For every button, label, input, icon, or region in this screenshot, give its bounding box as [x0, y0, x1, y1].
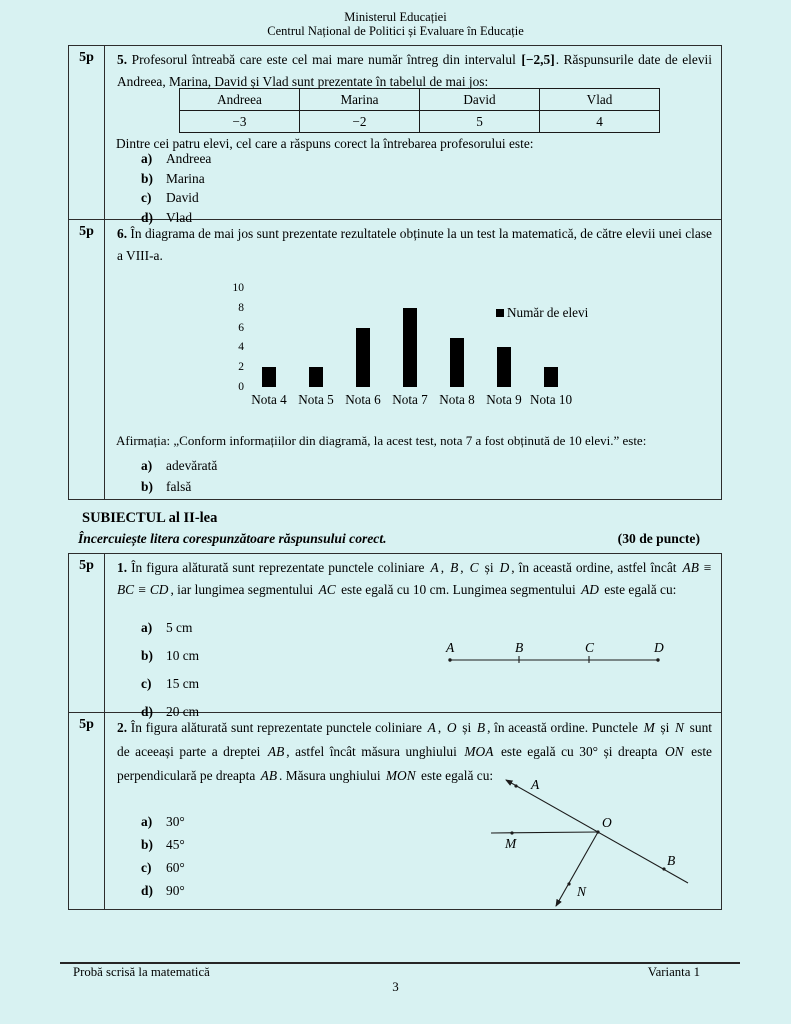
answer-col-header: Marina — [300, 89, 420, 111]
page-number: 3 — [392, 979, 399, 994]
answers-table — [179, 88, 660, 133]
document-header — [0, 10, 791, 38]
math-expression: D — [499, 560, 510, 575]
q6-option-a — [141, 455, 217, 476]
point-label-D: D — [654, 640, 664, 655]
footer-divider — [60, 962, 740, 964]
part2-questions-table — [68, 553, 722, 910]
answer-value: −3 — [180, 111, 300, 133]
option-letter: c) — [141, 190, 152, 205]
option-text: 90° — [166, 883, 185, 898]
option-text: David — [166, 190, 199, 205]
q2-content — [105, 713, 721, 909]
center-line: Centrul Național de Politici și Evaluare în Educație — [267, 24, 524, 38]
option-text: 30° — [166, 814, 185, 829]
point-label-N: N — [577, 884, 587, 899]
answer-value: −2 — [300, 111, 420, 133]
q5-prompt: Dintre cei patru elevi, cel care a răspuns corect la întrebarea profesorului este: — [116, 136, 534, 151]
x-axis-label: Nota 4 — [251, 392, 287, 407]
math-expression: MOA — [464, 744, 494, 759]
option-letter: a) — [141, 151, 153, 166]
x-axis-label: Nota 6 — [345, 392, 381, 407]
subject2-points-note: (30 de puncte) — [617, 531, 700, 546]
point-label-O: O — [602, 815, 612, 830]
q5-option-c — [141, 188, 211, 208]
option-letter: d) — [141, 209, 153, 225]
x-axis-label: Nota 7 — [392, 392, 428, 407]
y-axis-tick: 2 — [238, 361, 244, 374]
option-letter: d) — [141, 883, 153, 898]
q5-option-a — [141, 149, 211, 169]
option-text: Marina — [166, 170, 205, 186]
option-letter: b) — [141, 648, 153, 663]
q2-option-c — [141, 856, 185, 879]
q6-option-b — [141, 476, 217, 497]
chart-legend — [496, 305, 588, 321]
math-expression: AC — [318, 581, 336, 597]
q2-text: 2. În figura alăturată sunt reprezentate punctele coliniare A , O și B , în această ordine. Punctele M și N sunt de aceeași parte a dreptei AB , astfel încât măsura unghiului MOA este egală cu 30° și dreapta ON este perpendiculară pe dreapta AB . Măsura unghiului MON este egală cu: — [117, 720, 712, 783]
chart-bar — [544, 367, 558, 387]
subject2-instruction-row — [78, 531, 700, 547]
math-expression: [−2,5] — [521, 52, 555, 67]
subject2-instruction: Încercuiește litera corespunzătoare răspunsului corect. — [78, 531, 387, 546]
question2-row — [69, 713, 722, 910]
x-axis-label: Nota 8 — [439, 392, 475, 407]
answer-col-header: Andreea — [180, 89, 300, 111]
chart-bar — [309, 367, 323, 387]
option-text: 15 cm — [166, 676, 200, 691]
answers-header-row — [180, 89, 660, 111]
math-expression: AD — [581, 581, 599, 597]
y-axis-tick: 10 — [232, 282, 244, 294]
q1-content — [105, 554, 721, 719]
math-expression: AB — [267, 744, 285, 759]
footer — [60, 965, 740, 980]
option-letter: a) — [141, 620, 153, 635]
math-expression: B — [450, 560, 459, 575]
x-axis-label: Nota 5 — [298, 392, 334, 407]
q5-options — [141, 149, 211, 227]
point-label-B: B — [667, 853, 676, 868]
q1-option-c — [141, 670, 199, 698]
q5-text: 5. Profesorul întreabă care este cel mai mare număr întreg din intervalul [−2,5]. Răspunsurile date de elevii Andreea, Marina, David și Vlad sunt prezentate în tabelul de mai jos: — [117, 52, 712, 89]
option-letter: d) — [141, 704, 153, 719]
math-expression: MON — [385, 768, 416, 783]
point-label-M: M — [505, 836, 517, 851]
y-axis-tick: 4 — [238, 341, 244, 354]
q2-points: 5p — [69, 713, 105, 910]
chart-bar — [450, 338, 464, 388]
q2-options — [141, 810, 185, 902]
q5-option-b — [141, 169, 211, 189]
bar-chart — [220, 280, 640, 415]
point-label-C: C — [585, 640, 595, 655]
y-axis-tick: 0 — [238, 381, 244, 393]
figure-collinear-points — [441, 638, 671, 680]
point-label-A: A — [531, 777, 540, 792]
math-expression: AB ≡ BC ≡ CD — [117, 560, 712, 597]
x-axis-label: Nota 10 — [529, 392, 573, 407]
footer-left: Probă scrisă la matematică — [73, 965, 210, 979]
q5-points: 5p — [69, 46, 105, 220]
option-text: 20 cm — [166, 704, 200, 719]
option-text: adevărată — [166, 458, 218, 473]
legend-label: Număr de elevi — [507, 305, 589, 320]
q6-text: 6. În diagrama de mai jos sunt prezentate rezultatele obținute la un test la matematică, de către elevii unei clase a VIII-a. — [117, 226, 712, 263]
answer-value: 5 — [420, 111, 540, 133]
option-letter: a) — [141, 814, 153, 829]
q1-text: 1. În figura alăturată sunt reprezentate punctele coliniare A , B , C și D , în această ordine, astfel încât AB ≡ BC ≡ CD , iar lungimea segmentului AC este egală cu 10 cm. Lungimea segmentului AD este egală cu: — [117, 560, 712, 597]
question5-row — [69, 46, 722, 220]
chart-bar — [403, 308, 417, 387]
option-letter: b) — [141, 837, 153, 852]
math-expression: O — [446, 720, 457, 735]
part1-questions-table — [68, 45, 722, 500]
q2-option-d — [141, 879, 185, 902]
math-expression: C — [469, 560, 479, 575]
q1-option-b — [141, 642, 199, 670]
option-text: falsă — [166, 479, 192, 494]
math-expression: A — [430, 560, 439, 575]
q6-content — [105, 220, 721, 499]
math-expression: ON — [665, 744, 684, 759]
q1-options — [141, 614, 199, 726]
answer-value: 4 — [540, 111, 660, 133]
q6-points: 5p — [69, 220, 105, 500]
answer-col-header: Vlad — [540, 89, 660, 111]
q1-points: 5p — [69, 554, 105, 713]
option-text: 60° — [166, 860, 185, 875]
math-expression: A — [427, 720, 436, 735]
point-label-B: B — [515, 640, 524, 655]
footer-right: Varianta 1 — [647, 965, 700, 979]
option-letter: c) — [141, 676, 152, 691]
q1-option-a — [141, 614, 199, 642]
answer-col-header: David — [420, 89, 540, 111]
question1-row — [69, 554, 722, 713]
option-letter: b) — [141, 479, 153, 494]
option-text: Vlad — [166, 209, 193, 225]
option-text: 45° — [166, 837, 185, 852]
math-expression: N — [675, 720, 684, 735]
q2-option-b — [141, 833, 185, 856]
subject2-title: SUBIECTUL al II-lea — [82, 510, 218, 526]
q2-option-a — [141, 810, 185, 833]
option-text: 5 cm — [166, 620, 193, 635]
math-expression: M — [643, 720, 655, 735]
option-letter: c) — [141, 860, 152, 875]
q6-options — [141, 455, 217, 497]
answers-value-row — [180, 111, 660, 133]
chart-bar — [356, 328, 370, 387]
option-text: 10 cm — [166, 648, 200, 663]
legend-swatch-icon — [496, 309, 504, 317]
option-text: Andreea — [166, 151, 212, 166]
y-axis-tick: 8 — [238, 301, 244, 314]
math-expression: AB — [260, 768, 277, 783]
chart-bar — [262, 367, 276, 387]
math-expression: B — [476, 720, 486, 735]
option-letter: b) — [141, 170, 153, 186]
ministry-line: Ministerul Educației — [344, 10, 447, 24]
chart-bar — [497, 347, 511, 387]
question6-row — [69, 220, 722, 500]
y-axis-tick: 6 — [238, 321, 244, 334]
option-letter: a) — [141, 458, 153, 473]
figure-angles — [481, 775, 711, 915]
q6-statement: Afirmația: „Conform informațiilor din diagramă, la acest test, nota 7 a fost obținută de 10 elevi.” este: — [116, 433, 647, 448]
point-label-A: A — [446, 640, 455, 655]
q5-content — [105, 46, 721, 225]
x-axis-label: Nota 9 — [486, 392, 522, 407]
